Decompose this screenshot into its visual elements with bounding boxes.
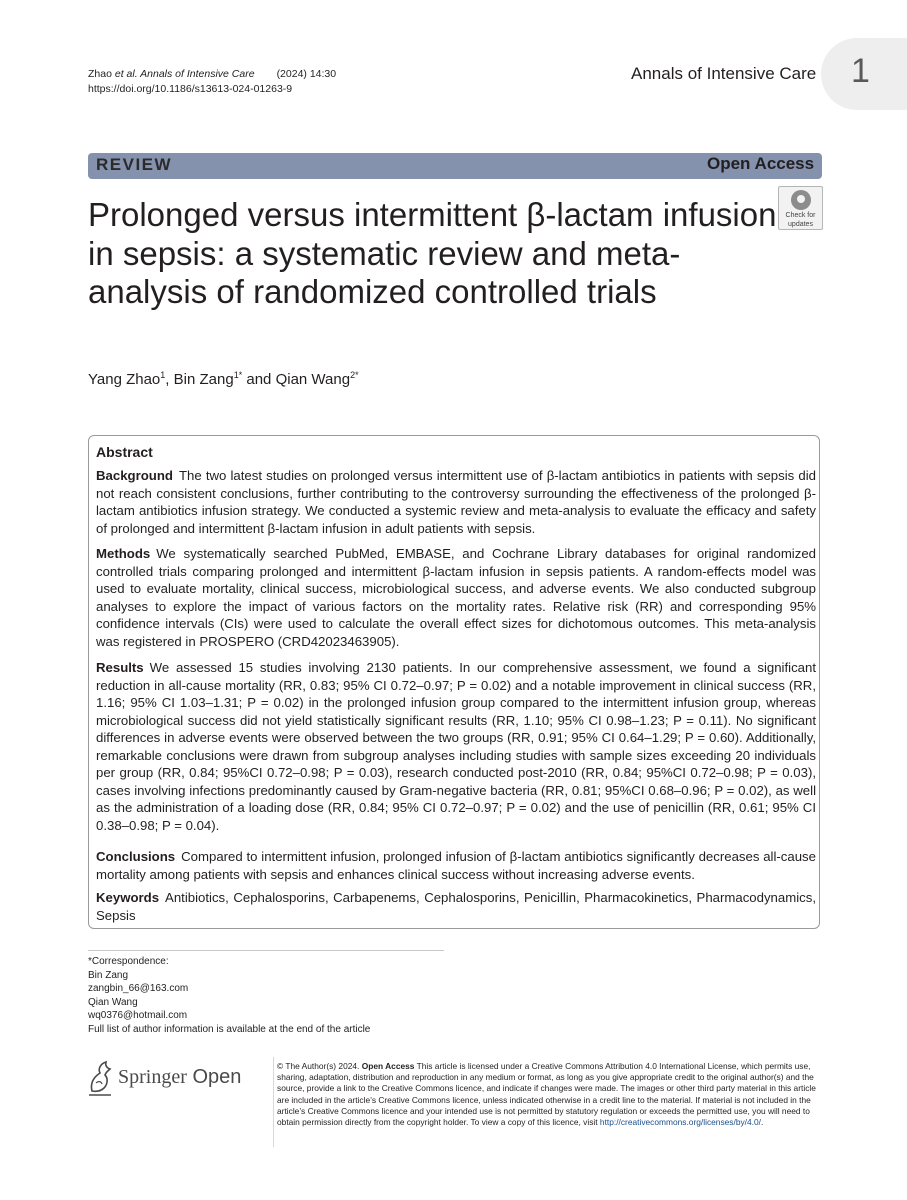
keywords-label: Keywords <box>96 890 160 905</box>
methods-label: Methods <box>96 546 151 561</box>
article-type-label: REVIEW <box>96 155 173 174</box>
citation-authors: Zhao <box>88 68 115 80</box>
background-text: The two latest studies on prolonged versus intermittent use of β-lactam antibiotics in patients with sepsis did not reach consistent conclusions, further contributing to the controversy surrounding the effectiveness of the prolonged β-lactam antibiotics infusion strategy. We conducted a systemic review and meta-analysis to evaluate the efficacy and safety of prolonged and intermittent β-lactam infusion in adult patients with sepsis. <box>96 468 816 536</box>
license-body: This article is licensed under a Creative Commons Attribution 4.0 International License, which permits use, sharing, adaptation, distribution and reproduction in any medium or format, as long as you give appropriate credit to the original author(s) and the source, provide a link to the Creative Commons licence, and indicate if changes were made. The images or other third party material in this article are included in the article’s Creative Commons licence, unless indicated otherwise in a credit line to the material. If material is not included in the article’s Creative Commons licence and your intended use is not permitted by statutory regulation or exceeds the permitted use, you will need to obtain permission directly from the copyright holder. To view a copy of this licence, visit <box>277 1061 816 1128</box>
correspondence-email[interactable]: zangbin_66@163.com <box>88 983 189 994</box>
check-updates-line1: Check for <box>785 212 816 219</box>
correspondence-name: Qian Wang <box>88 996 138 1008</box>
background-label: Background <box>96 468 173 483</box>
check-updates-line2: updates <box>788 221 813 228</box>
author-name[interactable]: Yang Zhao <box>88 371 161 388</box>
author-affiliation: 2* <box>350 370 359 380</box>
correspondence-heading: *Correspondence: <box>88 956 169 967</box>
license-link[interactable]: http://creativecommons.org/licenses/by/4.0/ <box>599 1117 761 1128</box>
author-separator: , <box>165 371 174 388</box>
running-header <box>88 67 336 97</box>
article-title: Prolonged versus intermittent β-lactam infusion in sepsis: a systematic review and meta-analysis of randomized controlled trials <box>88 196 777 310</box>
citation-year: (2024) 14:30 <box>276 68 337 80</box>
logo-word-springer: Springer <box>118 1066 187 1088</box>
abstract-keywords <box>96 889 816 924</box>
correspondence-name: Bin Zang <box>88 969 129 981</box>
author-affiliation: 1* <box>233 370 243 380</box>
author-name[interactable]: Bin Zang <box>173 371 234 388</box>
results-text: We assessed 15 studies involving 2130 patients. In our comprehensive assessment, we found a significant reduction in all-cause mortality (RR, 0.83; 95% CI 0.72–0.97; P = 0.02) and a notable improvement in clinical success (RR, 1.16; 95% CI 1.03–1.31; P = 0.02) in the prolonged infusion group compared to the intermittent infusion group, whereas microbiological success did not yield statistically significant results (RR, 1.10; 95% CI 0.98–1.23; P = 0.11). No significant differences in adverse events were observed between the two groups (RR, 0.91; 95% CI 0.64–1.29; P = 0.60). Additionally, remarkable conclusions were drawn from subgroup analyses including studies with sample sizes exceeding 20 individuals per group (RR, 0.84; 95%CI 0.72–0.98; P = 0.03), research conducted post-2010 (RR, 0.84; 95%CI 0.72–0.98; P = 0.03), cases involving infections predominantly caused by Gram-negative bacteria (RR, 0.81; 95%CI 0.68–0.96; P = 0.02), as well as the administration of a loading dose (RR, 0.84; 95% CI 0.72–0.97; P = 0.02) and the use of penicillin (RR, 0.61; 95% CI 0.38–0.98; P = 0.04). <box>96 660 816 833</box>
license-open-access: Open Access <box>361 1061 415 1071</box>
correspondence-email[interactable]: wq0376@hotmail.com <box>88 1010 188 1021</box>
check-for-updates-badge[interactable] <box>778 186 823 230</box>
abstract-results <box>96 659 816 834</box>
check-updates-icon <box>791 190 811 210</box>
results-label: Results <box>96 660 144 675</box>
page-number: 1 <box>851 52 870 90</box>
logo-word-open: Open <box>192 1066 242 1088</box>
affiliation-note: Full list of author information is available at the end of the article <box>88 1023 371 1035</box>
keywords-text: Antibiotics, Cephalosporins, Carbapenems, Cephalosporins, Penicillin, Pharmacokinetics, Pharmacodynamics, Sepsis <box>96 890 816 923</box>
springer-open-logo <box>118 1066 241 1089</box>
methods-text: We systematically searched PubMed, EMBASE, and Cochrane Library databases for original randomized controlled trials comparing prolonged and intermittent β-lactam infusion in sepsis patients. A random-effects model was used to evaluate mortality, clinical success, microbiological success, and adverse events. We also conducted subgroup analyses to explore the impact of various factors on the mortality rates. Relative risk (RR) and corresponding 95% confidence intervals (CIs) were used to calculate the overall effect sizes for dichotomous outcomes. This meta-analysis was registered in PROSPERO (CRD42023463905). <box>96 546 816 649</box>
doi-link[interactable]: https://doi.org/10.1186/s13613-024-01263-9 <box>88 83 293 95</box>
open-access-label: Open Access <box>707 154 815 173</box>
conclusions-label: Conclusions <box>96 849 176 864</box>
author-list <box>88 370 359 388</box>
author-name[interactable]: Qian Wang <box>275 371 351 388</box>
conclusions-text: Compared to intermittent infusion, prolonged infusion of β-lactam antibiotics significantly decreases all-cause mortality among patients with sepsis and enhances clinical success without increasing adverse events. <box>96 849 816 882</box>
citation-line <box>88 67 336 82</box>
abstract-methods <box>96 545 816 650</box>
abstract-background <box>96 467 816 537</box>
author-affiliation: 1 <box>160 370 166 380</box>
correspondence-divider <box>88 950 444 951</box>
license-text <box>277 1061 817 1128</box>
license-copyright: © The Author(s) 2024. <box>277 1061 360 1071</box>
license-end: . <box>760 1117 764 1128</box>
springer-horse-icon <box>86 1059 114 1099</box>
author-separator: and <box>242 371 276 388</box>
abstract-conclusions <box>96 848 816 883</box>
journal-name: Annals of Intensive Care <box>631 64 817 83</box>
abstract-heading: Abstract <box>96 444 153 460</box>
correspondence-block <box>88 955 370 1036</box>
citation-journal: et al. Annals of Intensive Care <box>114 68 255 80</box>
license-divider <box>273 1057 274 1147</box>
